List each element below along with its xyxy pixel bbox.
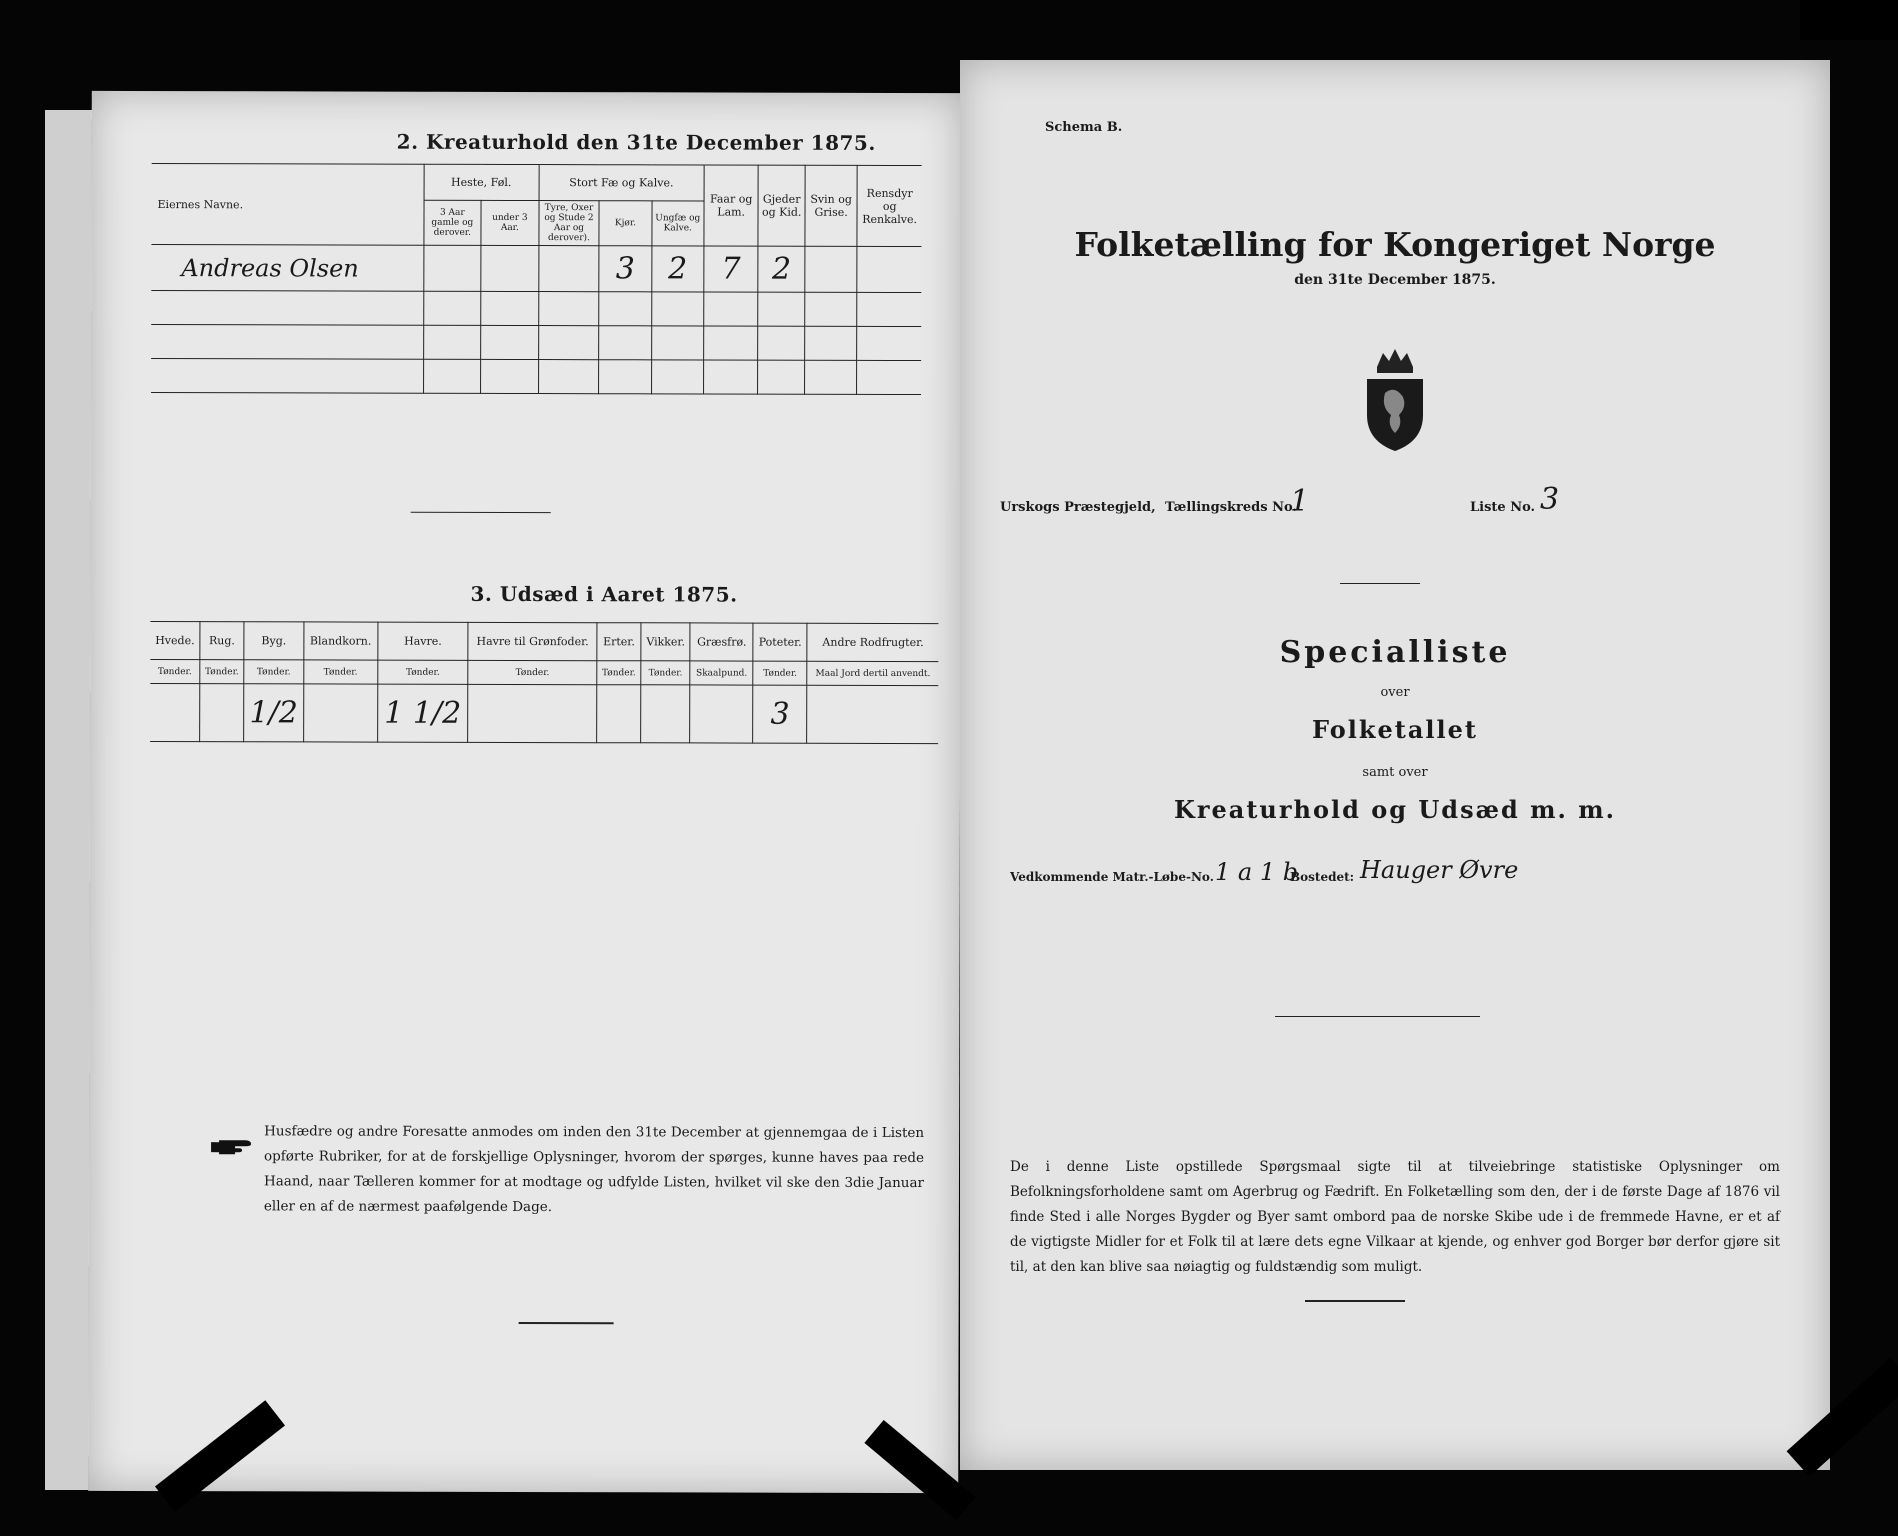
seed-col-name: Rug. xyxy=(200,622,244,660)
seed-value xyxy=(807,685,938,743)
seed-value xyxy=(468,684,597,742)
bosted-value: Hauger Øvre xyxy=(1360,856,1519,884)
samt-over-text: samt over xyxy=(1362,765,1428,780)
corner-mount xyxy=(1800,0,1898,40)
cell-sheep: 7 xyxy=(704,246,759,292)
seed-value xyxy=(150,684,200,742)
divider xyxy=(519,1322,614,1324)
district-label: Tællingskreds No. xyxy=(1165,500,1297,515)
cell-cattle-bulls xyxy=(538,246,599,292)
cattle-bulls-header: Tyre, Oxer og Stude 2 Aar og derover). xyxy=(539,201,600,246)
cell-goats: 2 xyxy=(758,246,805,292)
seed-value: 1 1/2 xyxy=(377,684,468,742)
section2-title: 2. Kreaturhold den 31te December 1875. xyxy=(396,129,876,155)
kreaturhold-heading: Kreaturhold og Udsæd m. m. xyxy=(1174,795,1616,824)
table-row xyxy=(151,245,921,293)
cattle-cows-header: Kjør. xyxy=(599,201,651,246)
seed-col-unit: Tønder. xyxy=(150,660,200,684)
underlying-page-edge xyxy=(45,110,95,1490)
schema-label: Schema B. xyxy=(1045,120,1123,135)
matr-label: Vedkommende Matr.-Løbe-No. xyxy=(1010,870,1214,884)
sheep-header: Faar og Lam. xyxy=(704,165,759,246)
seed-col-unit: Tønder. xyxy=(378,660,469,684)
seed-col-name: Byg. xyxy=(244,622,304,660)
date-line: den 31te December 1875. xyxy=(1294,272,1496,288)
main-title: Folketælling for Kongeriget Norge xyxy=(1074,225,1716,264)
right-page-cover xyxy=(960,60,1830,1470)
list-label: Liste No. xyxy=(1470,500,1536,515)
seed-col-name: Vikker. xyxy=(641,623,690,661)
over-text: over xyxy=(1380,685,1410,700)
section3-title: 3. Udsæd i Aaret 1875. xyxy=(470,581,738,607)
parish-label: Urskogs Præstegjeld, xyxy=(1000,500,1156,515)
seed-col-unit: Tønder. xyxy=(753,661,807,685)
seed-col-unit: Tønder. xyxy=(597,661,641,685)
seed-col-unit: Tønder. xyxy=(244,660,304,684)
owner-header: Eiernes Navne. xyxy=(151,164,423,246)
divider xyxy=(1275,1016,1480,1017)
seed-col-unit: Tønder. xyxy=(304,660,378,684)
livestock-table xyxy=(151,163,922,395)
notice-text: Husfædre og andre Foresatte anmodes om inden den 31te December at gjennemgaa de i Listen opførte Rubriker, for at de forskjellige Oplysninger, hvorom der spørges, kunne haves paa rede Haand, naar Tælleren kommer for at modtage og udfylde Listen, hvilket vil ske den 3die Januar eller en af de nærmest paafølgende Dage. xyxy=(263,1123,925,1216)
seed-table xyxy=(150,621,938,744)
table-row xyxy=(151,359,921,395)
cell-horses-young xyxy=(481,245,539,291)
bosted-label: Bostedet: xyxy=(1290,870,1355,884)
seed-col-unit: Tønder. xyxy=(641,661,690,685)
seed-col-unit: Maal Jord dertil anvendt. xyxy=(807,661,938,685)
seed-value xyxy=(200,684,244,742)
list-value: 3 xyxy=(1540,482,1560,517)
reindeer-header: Rensdyr og Renkalve. xyxy=(857,165,921,246)
seed-col-name: Erter. xyxy=(597,623,641,661)
goats-header: Gjeder og Kid. xyxy=(758,165,805,246)
seed-col-unit: Tønder. xyxy=(468,660,597,684)
matr-value: 1 a 1 b xyxy=(1215,858,1299,886)
seed-col-name: Poteter. xyxy=(753,623,807,661)
cell-cattle-young: 2 xyxy=(651,246,703,292)
seed-col-name: Havre. xyxy=(378,622,469,660)
seed-value xyxy=(303,684,377,742)
seed-col-unit: Tønder. xyxy=(200,660,244,684)
norwegian-coat-of-arms xyxy=(1355,345,1435,455)
table-row xyxy=(151,325,921,361)
seed-col-unit: Skaalpund. xyxy=(690,661,753,685)
folketallet-heading: Folketallet xyxy=(1312,715,1478,744)
seed-value xyxy=(597,685,641,743)
cattle-group-header: Stort Fæ og Kalve. xyxy=(539,165,704,201)
horses-old-header: 3 Aar gamle og derover. xyxy=(423,200,481,245)
horses-group-header: Heste, Føl. xyxy=(424,164,539,200)
district-value: 1 xyxy=(1290,484,1310,519)
divider xyxy=(411,512,551,513)
table-row xyxy=(151,291,921,327)
left-page-livestock-seed xyxy=(88,91,962,1493)
seed-value xyxy=(641,685,690,743)
cattle-young-header: Ungfæ og Kalve. xyxy=(652,201,704,246)
cell-pigs xyxy=(805,246,857,292)
seed-value: 1/2 xyxy=(244,684,304,742)
pigs-header: Svin og Grise. xyxy=(805,165,858,246)
cell-horses-old xyxy=(423,245,481,291)
owner-name: Andreas Olsen xyxy=(151,245,423,292)
divider xyxy=(1340,583,1420,584)
seed-value: 3 xyxy=(753,685,807,743)
seed-col-name: Hvede. xyxy=(150,622,200,660)
seed-col-name: Havre til Grønfoder. xyxy=(468,622,597,660)
seed-col-name: Blandkorn. xyxy=(304,622,378,660)
footnote-text: De i denne Liste opstillede Spørgsmaal sigte til at tilveiebringe statistiske Oplysninger om Befolkningsforholdene samt om Agerbrug og Fædrift. En Folketælling som den, der i de første Dage af 1876 vil finde Sted i alle Norges Bygder og Byer samt ombord paa de norske Skibe ude i de fremmede Havne, er et af de vigtigste Midler for et Folk til at lære dets egne Vilkaar at kjende, og enhver god Borger bør derfor gjøre sit til, at den kan blive saa nøiagtig og fuldstændig som muligt. xyxy=(1010,1159,1780,1275)
divider xyxy=(1305,1300,1405,1302)
seed-col-name: Græsfrø. xyxy=(690,623,753,661)
seed-value xyxy=(690,685,753,743)
specialliste-heading: Specialliste xyxy=(1279,635,1511,670)
horses-young-header: under 3 Aar. xyxy=(481,200,539,245)
seed-col-name: Andre Rodfrugter. xyxy=(807,623,938,661)
cell-cattle-cows: 3 xyxy=(599,246,651,292)
pointing-hand-icon xyxy=(209,1136,253,1158)
cell-reindeer xyxy=(857,246,921,292)
